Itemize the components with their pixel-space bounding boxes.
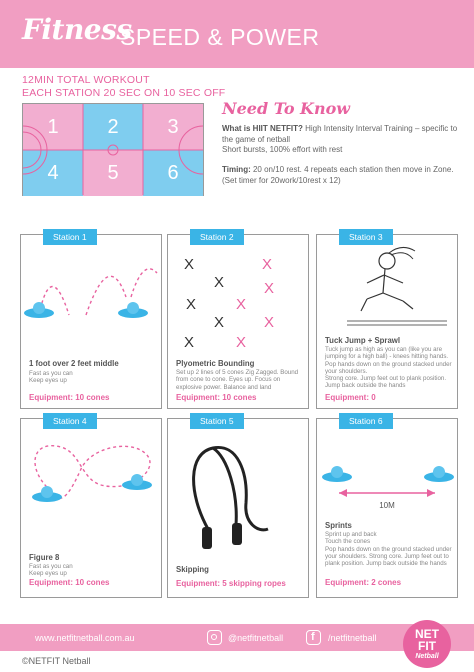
cone-marker: X [184, 256, 195, 273]
sprint-distance-label: 10M [379, 501, 395, 510]
station-tag: Station 5 [190, 413, 244, 429]
station-tag: Station 2 [190, 229, 244, 245]
station-tag: Station 6 [339, 413, 393, 429]
cone-marker: X [214, 314, 225, 331]
court-zone-1: 1 [23, 104, 83, 150]
hiit-text-2: Short bursts, 100% effort with rest [222, 145, 343, 154]
station-card-4 [20, 418, 162, 598]
court-zone-4: 4 [23, 150, 83, 196]
hiit-label: What is HIIT NETFIT? [222, 124, 303, 133]
station-description: Set up 2 lines of 5 cones Zig Zagged. Bound from cone to cone. Eyes up. Focus on explosive power. Balance and land [176, 369, 299, 391]
station-4-diagram [21, 429, 161, 529]
logo-net: NET [415, 627, 439, 641]
station-description: Fast as you can Keep eyes up [29, 370, 73, 385]
page-title: SPEED & POWER [120, 24, 320, 50]
copyright-text: ©NETFIT Netball [22, 656, 91, 666]
station-equipment: Equipment: 0 [325, 393, 376, 402]
station-title: 1 foot over 2 feet middle [29, 359, 119, 368]
court-zone-2: 2 [83, 104, 143, 150]
station-title: Sprints [325, 521, 352, 530]
station-equipment: Equipment: 5 skipping ropes [176, 579, 286, 588]
cone-marker: X [264, 314, 275, 331]
station-tag: Station 3 [339, 229, 393, 245]
station-title: Figure 8 [29, 553, 60, 562]
facebook-handle[interactable]: /netfitnetball [328, 633, 377, 643]
facebook-icon: f [306, 630, 321, 645]
instagram-icon [207, 630, 222, 645]
cone-marker: X [214, 274, 225, 291]
station-6-diagram [317, 449, 457, 529]
instagram-handle[interactable]: @netfitnetball [228, 633, 284, 643]
workout-intervals: EACH STATION 20 SEC ON 10 SEC OFF [22, 87, 226, 99]
cone-marker: X [236, 334, 247, 351]
station-card-2 [167, 234, 309, 409]
station-equipment: Equipment: 10 cones [29, 578, 110, 587]
header-banner [0, 0, 474, 68]
timing-text: 20 on/10 rest. 4 repeats each station then move in Zone. (Set timer for 20work/10rest x 12) [222, 165, 454, 185]
station-title: Plyometric Bounding [176, 359, 255, 368]
cone-marker: X [264, 280, 275, 297]
workout-duration: 12MIN TOTAL WORKOUT [22, 74, 150, 86]
station-title: Skipping [176, 565, 209, 574]
skipping-rope-icon [168, 433, 308, 553]
court-zone-3: 3 [143, 104, 203, 150]
logo-fit: FIT [418, 639, 436, 653]
station-tag: Station 4 [43, 413, 97, 429]
station-card-5 [167, 418, 309, 598]
station-title: Tuck Jump + Sprawl [325, 336, 401, 345]
need-to-know-heading: Need To Know [222, 99, 351, 118]
cone-marker: X [186, 296, 197, 313]
brand-title: Fitness [22, 13, 132, 46]
station-tag: Station 1 [43, 229, 97, 245]
cone-marker: X [262, 256, 273, 273]
cone-marker: X [184, 334, 195, 351]
station-2-diagram [168, 251, 308, 361]
logo-netball: Netball [415, 653, 439, 660]
station-description: Tuck jump as high as you can (like you are jumping for a high ball) - knees hitting hands. Pop hands down on the ground stacked under your shoulders. Strong core. Jump feet out to plank position. Jump back outside the hands [325, 346, 452, 390]
court-lines [23, 104, 203, 195]
station-card-3 [316, 234, 458, 409]
court-zone-6: 6 [143, 150, 203, 196]
timing-info [222, 165, 462, 186]
station-description: Fast as you can Keep eyes up [29, 563, 73, 578]
station-card-1 [20, 234, 162, 409]
netfit-logo [403, 620, 451, 668]
timing-label: Timing: [222, 165, 251, 174]
station-equipment: Equipment: 10 cones [176, 393, 257, 402]
station-card-6 [316, 418, 458, 598]
station-equipment: Equipment: 10 cones [29, 393, 110, 402]
station-1-diagram [21, 253, 161, 343]
cone-marker: X [236, 296, 247, 313]
station-3-diagram [317, 243, 457, 333]
website-link[interactable]: www.netfitnetball.com.au [35, 633, 135, 643]
hiit-text: High Intensity Interval Training – specific to the game of netball [222, 124, 458, 144]
court-diagram [22, 103, 204, 196]
court-zone-5: 5 [83, 150, 143, 196]
station-description: Sprint up and back Touch the cones Pop hands down on the ground stacked under your shoulders. Strong core. Jump feet out to plank position. Jump back outside the hands [325, 531, 452, 568]
station-equipment: Equipment: 2 cones [325, 578, 402, 587]
hiit-info [222, 124, 462, 156]
